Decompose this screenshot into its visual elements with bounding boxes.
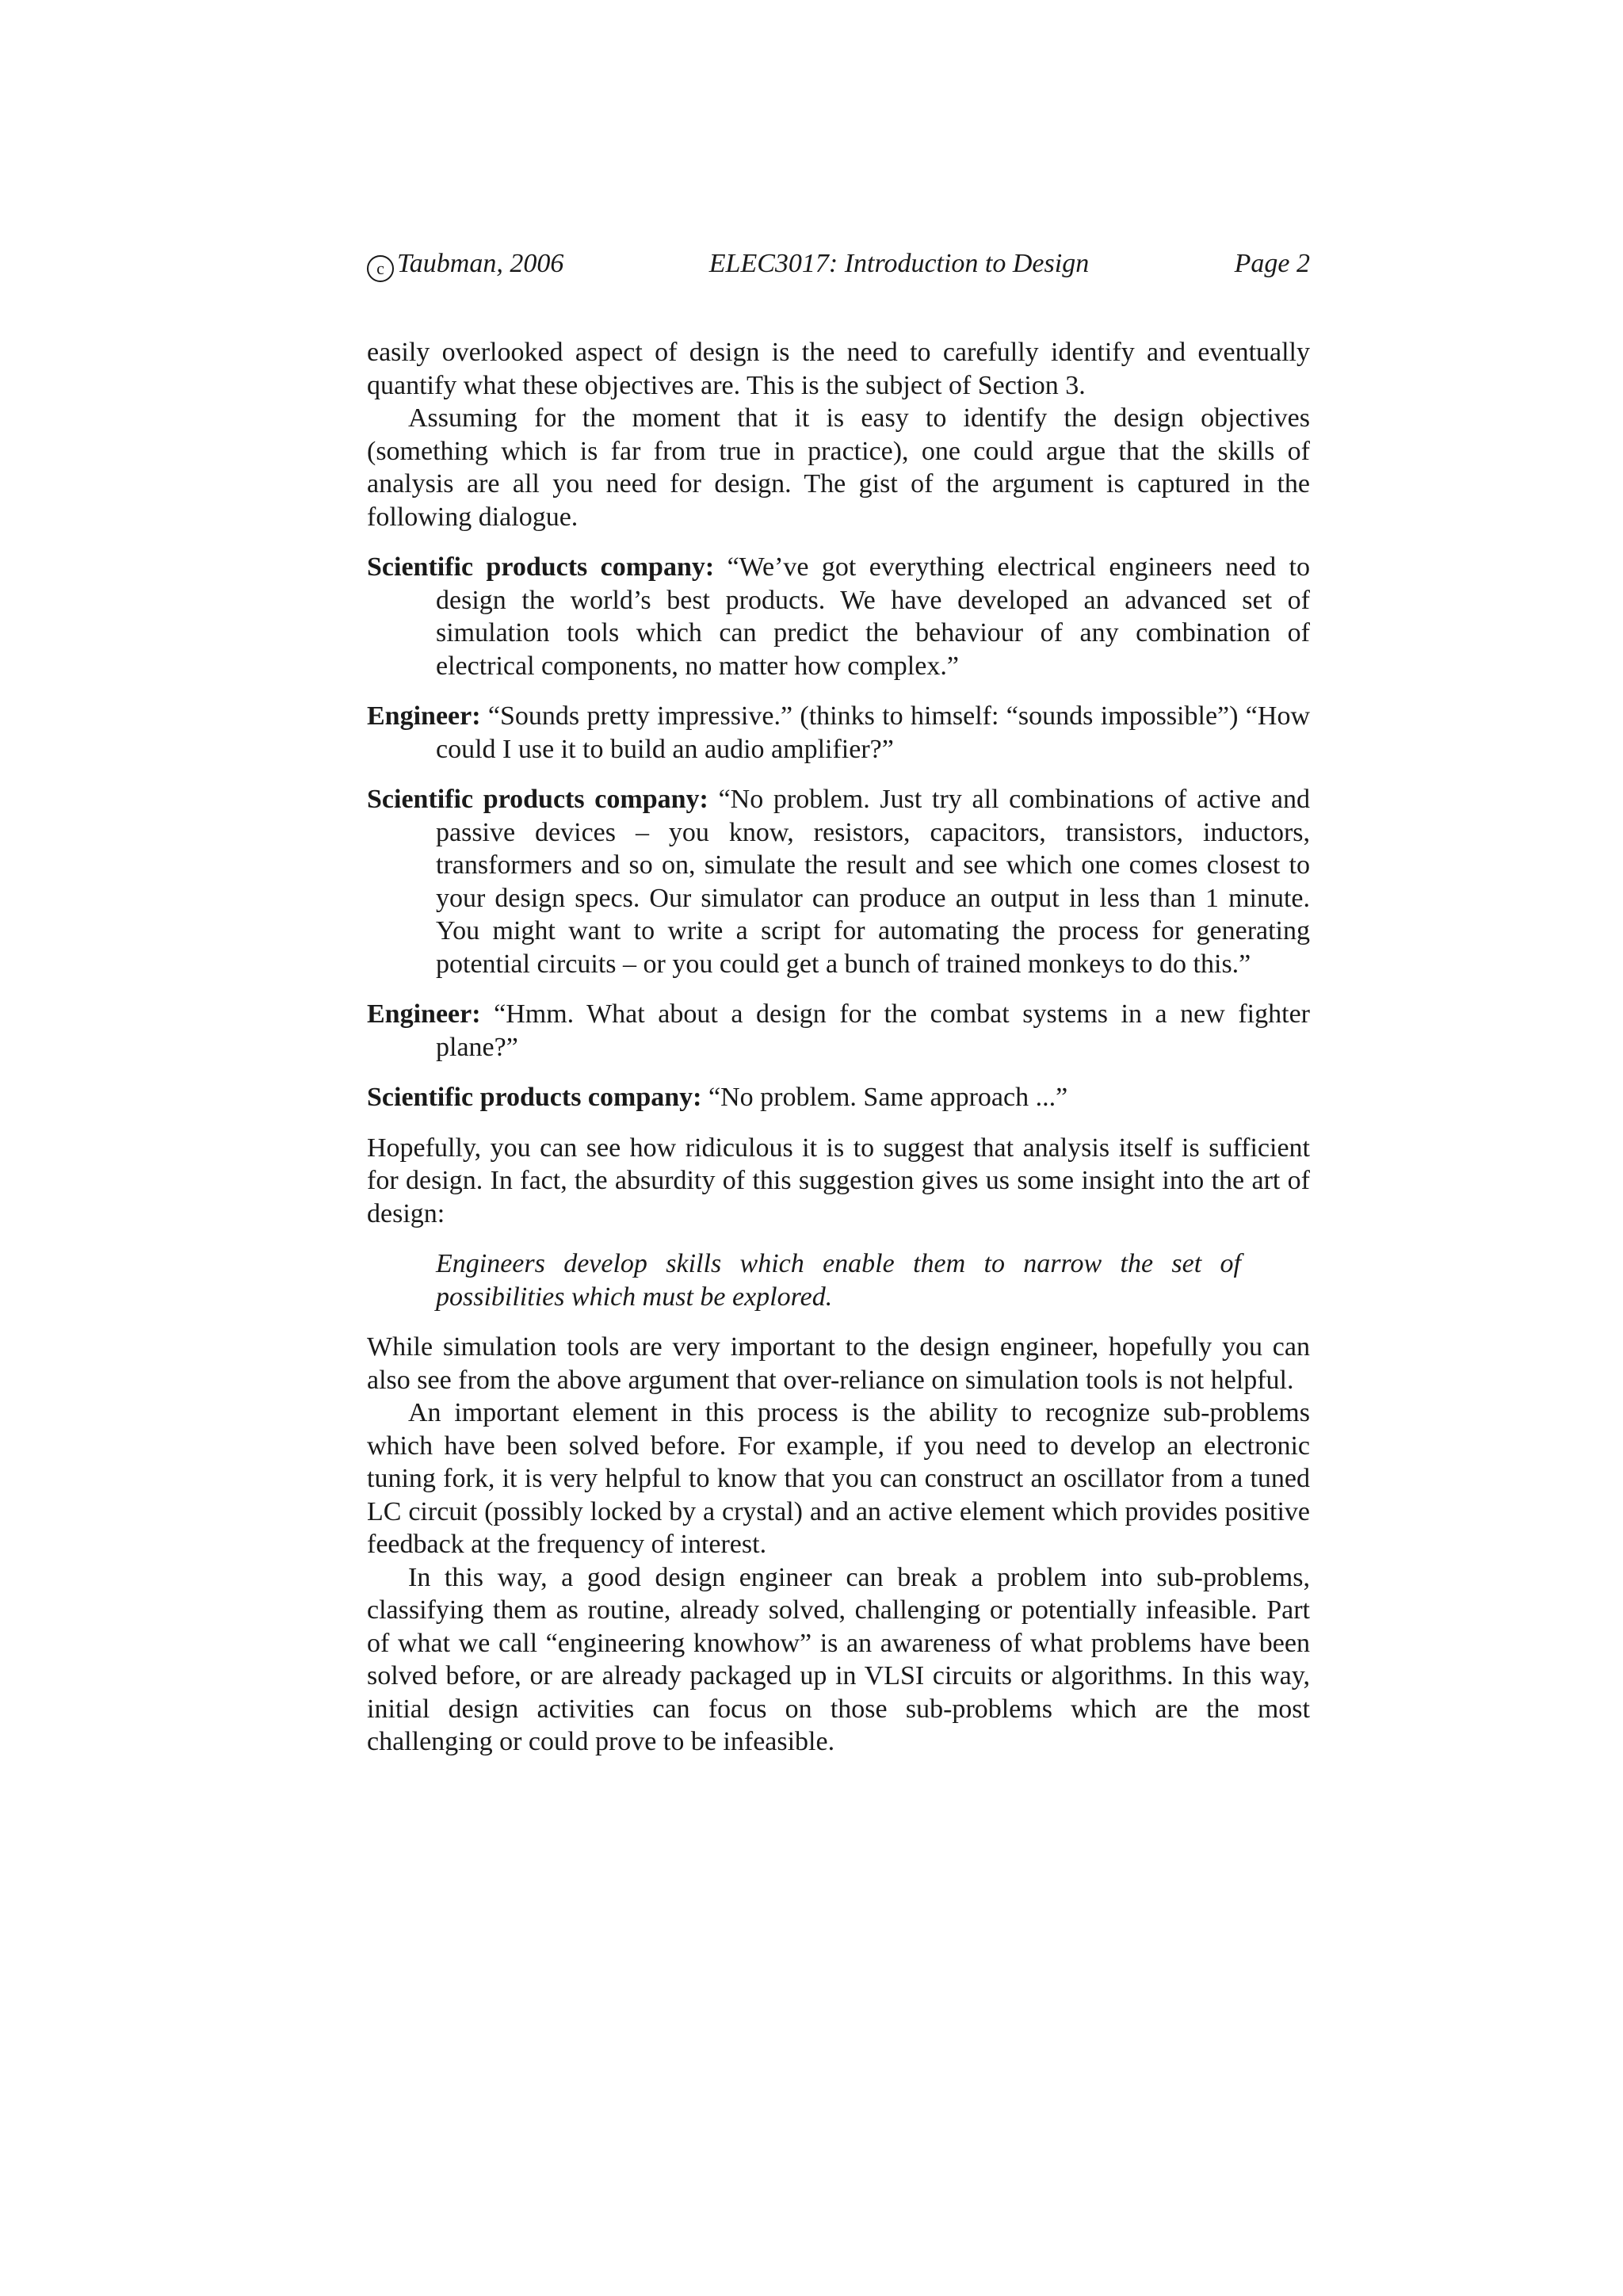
- dialogue-entry: [367, 551, 1310, 682]
- body-paragraph: Hopefully, you can see how ridiculous it is to suggest that analysis itself is sufficient for design. In fact, the absurdity of this suggestion gives us some insight into the art of design:: [367, 1133, 1310, 1228]
- dialogue-entry: [367, 998, 1310, 1064]
- intro-paragraph: Assuming for the moment that it is easy to identify the design objectives (something which is far from true in practice), one could argue that the skills of analysis are all you need for design. The gist of the argument is captured in the following dialogue.: [367, 403, 1310, 532]
- body-paragraph: An important element in this process is the ability to recognize sub-problems which have been solved before. For example, if you need to develop an electronic tuning fork, it is very helpful to know that you can construct an oscillator from a tuned LC circuit (possibly locked by a crystal) and an active element which provides positive feedback at the frequency of interest.: [367, 1398, 1310, 1559]
- page-header: [367, 247, 1310, 280]
- dialogue-text: “Sounds pretty impressive.” (thinks to himself: “sounds impossible”) “How could I use it to build an audio amplifier?”: [436, 701, 1310, 764]
- intro-paragraph: easily overlooked aspect of design is the need to carefully identify and eventually quantify what these objectives are. This is the subject of Section 3.: [367, 338, 1310, 400]
- document-page: [367, 247, 1310, 1759]
- copyright-notice: [367, 247, 563, 281]
- dialogue-entry: [367, 1081, 1310, 1114]
- course-title: ELEC3017: Introduction to Design: [708, 249, 1090, 278]
- dialogue-speaker: Scientific products company:: [367, 785, 708, 814]
- copyright-icon: c: [367, 255, 394, 282]
- dialogue-entry: [367, 783, 1310, 980]
- dialogue-speaker: Engineer:: [367, 999, 481, 1029]
- dialogue-entry: [367, 700, 1310, 766]
- dialogue-text: “No problem. Just try all combinations of active and passive devices – you know, resistors, capacitors, transistors, inductors, transformers and so on, simulate the result and see which one comes closest to your design specs. Our simulator can produce an output in less than 1 minute. You might want to write a script for automating the process for generating potential circuits – or you could get a bunch of trained monkeys to do this.”: [436, 785, 1311, 979]
- key-quote: Engineers develop skills which enable them to narrow the set of possibilities which must be explored.: [436, 1249, 1241, 1312]
- dialogue-speaker: Scientific products company:: [367, 552, 715, 582]
- dialogue-text: “We’ve got everything electrical engineers need to design the world’s best products. We have developed an advanced set of simulation tools which can predict the behaviour of any combination of electrical components, no matter how complex.”: [436, 552, 1310, 681]
- page-number: Page 2: [1234, 249, 1310, 278]
- dialogue-text: “No problem. Same approach ...”: [708, 1083, 1068, 1112]
- dialogue-text: “Hmm. What about a design for the combat systems in a new fighter plane?”: [436, 999, 1310, 1062]
- body-paragraph: While simulation tools are very important to the design engineer, hopefully you can also see from the above argument that over-reliance on simulation tools is not helpful.: [367, 1332, 1310, 1395]
- dialogue-speaker: Scientific products company:: [367, 1083, 702, 1112]
- dialogue-speaker: Engineer:: [367, 701, 481, 731]
- dialogue: [367, 551, 1310, 1114]
- body-paragraph: In this way, a good design engineer can break a problem into sub-problems, classifying them as routine, already solved, challenging or potentially infeasible. Part of what we call “engineering knowhow” is an awareness of what problems have been solved before, or are already packaged up in VLSI circuits or algorithms. In this way, initial design activities can focus on those sub-problems which are the most challenging or could prove to be infeasible.: [367, 1562, 1310, 1756]
- author-year: Taubman, 2006: [397, 249, 564, 278]
